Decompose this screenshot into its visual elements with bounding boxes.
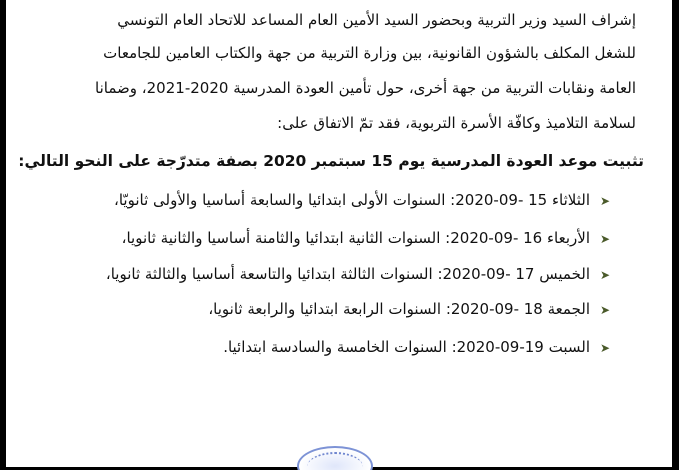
arrow-bullet-icon: ➤	[599, 341, 611, 355]
intro-line-2: للشغل المكلف بالشؤون القانونية، بين وزارة التربية من جهة والكتاب العامين للجامعات	[103, 44, 636, 62]
schedule-item	[106, 264, 636, 285]
schedule-item-text: السبت 19-09-2020: السنوات الخامسة والسادسة ابتدائيا.	[223, 338, 590, 356]
intro-line-3: العامة ونقابات التربية من جهة أخرى، حول تأمين العودة المدرسية 2020-2021، وضمانا	[95, 79, 636, 97]
schedule-heading: تثبيت موعد العودة المدرسية يوم 15 سبتمبر 2020 بصفة متدرّجة على النحو التالي:	[18, 152, 644, 170]
arrow-bullet-icon: ➤	[599, 303, 611, 317]
schedule-item	[122, 228, 636, 249]
schedule-item	[223, 337, 636, 358]
schedule-item	[208, 299, 636, 320]
schedule-item-text: الخميس 17 -09-2020: السنوات الثالثة ابتدائيا والتاسعة أساسيا والثالثة ثانويا،	[105, 265, 590, 283]
arrow-bullet-icon: ➤	[599, 232, 611, 246]
schedule-item-text: الأربعاء 16 -09-2020: السنوات الثانية ابتدائيا والثامنة أساسيا والثانية ثانويا،	[121, 229, 590, 247]
intro-line-1: إشراف السيد وزير التربية وبحضور السيد الأمين العام المساعد للاتحاد العام التونسي	[117, 11, 636, 29]
seal-ring	[307, 452, 363, 470]
arrow-bullet-icon: ➤	[599, 268, 611, 282]
schedule-item-text: الجمعة 18 -09-2020: السنوات الرابعة ابتدائيا والرابعة ثانويا،	[208, 300, 590, 318]
schedule-item	[114, 190, 636, 211]
arrow-bullet-icon: ➤	[599, 194, 611, 208]
intro-line-4: لسلامة التلاميذ وكافّة الأسرة التربوية، فقد تمّ الاتفاق على:	[277, 114, 636, 132]
schedule-item-text: الثلاثاء 15 -09-2020: السنوات الأولى ابتدائيا والسابعة أساسيا والأولى ثانويّا،	[114, 191, 590, 209]
